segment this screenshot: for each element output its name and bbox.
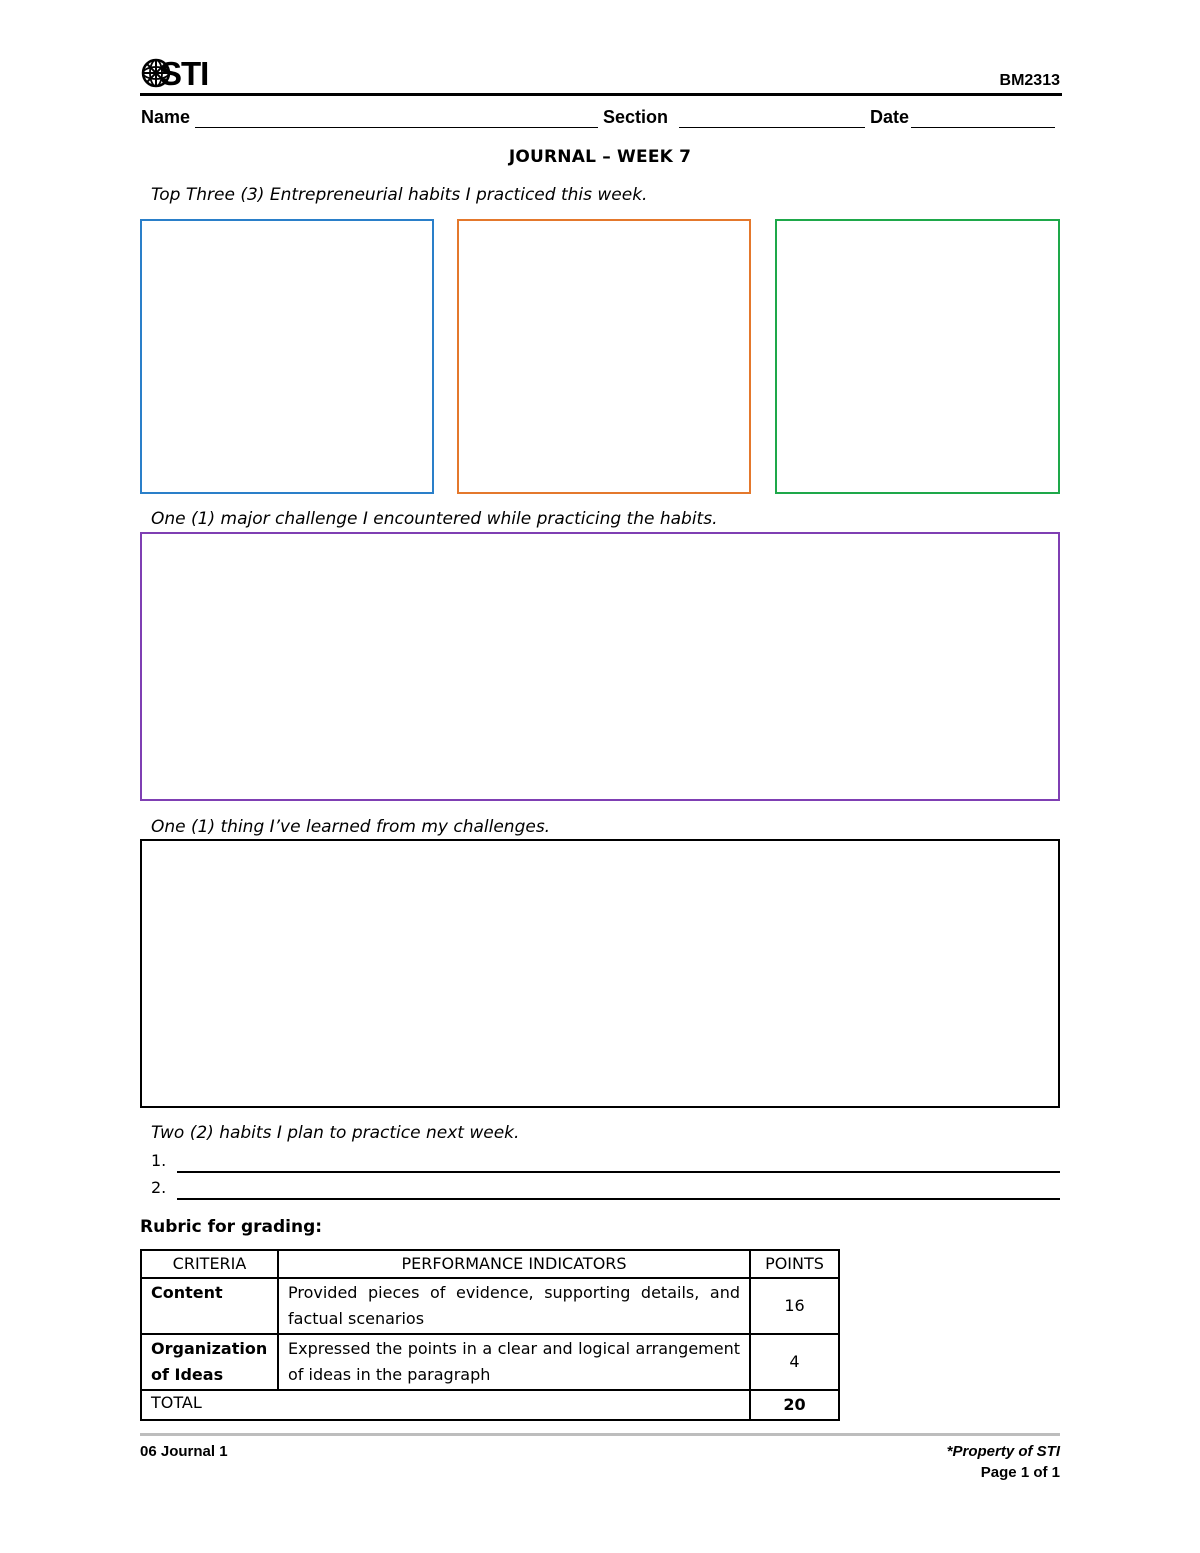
section-label: Section	[603, 107, 669, 127]
rubric-header-row	[141, 1250, 839, 1278]
learned-prompt: One (1) thing I’ve learned from my challenges.	[151, 817, 551, 837]
habit-1-box[interactable]	[140, 219, 434, 494]
points-cell: 4	[750, 1334, 839, 1390]
plan-prompt: Two (2) habits I plan to practice next week.	[151, 1123, 520, 1143]
sti-logo	[140, 56, 218, 92]
criteria-header: CRITERIA	[141, 1250, 278, 1278]
date-label: Date	[870, 107, 910, 127]
top-three-prompt: Top Three (3) Entrepreneurial habits I practiced this week.	[151, 185, 648, 205]
rubric-table	[140, 1249, 840, 1421]
learned-box[interactable]	[140, 839, 1060, 1108]
page-title: JOURNAL – WEEK 7	[508, 147, 692, 167]
logo-text: STI	[160, 55, 209, 92]
points-cell: 16	[750, 1278, 839, 1334]
property-notice: *Property of STI	[946, 1443, 1060, 1460]
plan-item-2-line[interactable]	[177, 1198, 1060, 1200]
challenge-prompt: One (1) major challenge I encountered while practicing the habits.	[151, 509, 718, 529]
rubric-total-row	[141, 1390, 839, 1420]
name-label: Name	[141, 107, 191, 127]
section-field[interactable]	[679, 127, 865, 128]
indicators-header: PERFORMANCE INDICATORS	[278, 1250, 750, 1278]
habit-3-box[interactable]	[775, 219, 1060, 494]
plan-item-number-2: 2.	[151, 1178, 167, 1197]
name-field[interactable]	[195, 127, 598, 128]
document-name: 06 Journal 1	[140, 1443, 228, 1460]
points-header: POINTS	[750, 1250, 839, 1278]
rubric-row-content	[141, 1278, 839, 1334]
criteria-cell: Content	[141, 1278, 278, 1334]
indicator-cell: Provided pieces of evidence, supporting details, and factual scenarios	[278, 1278, 750, 1334]
rubric-title: Rubric for grading:	[140, 1217, 323, 1237]
plan-item-number-1: 1.	[151, 1151, 167, 1170]
habit-2-box[interactable]	[457, 219, 751, 494]
criteria-cell: Organization of Ideas	[141, 1334, 278, 1390]
footer-divider	[140, 1433, 1060, 1436]
header-divider	[140, 93, 1062, 96]
total-label: TOTAL	[141, 1390, 750, 1420]
total-points: 20	[750, 1390, 839, 1420]
course-code: BM2313	[999, 72, 1060, 89]
date-field[interactable]	[911, 127, 1055, 128]
rubric-row-organization	[141, 1334, 839, 1390]
indicator-cell: Expressed the points in a clear and logical arrangement of ideas in the paragraph	[278, 1334, 750, 1390]
page-number: Page 1 of 1	[980, 1464, 1060, 1481]
challenge-box[interactable]	[140, 532, 1060, 801]
plan-item-1-line[interactable]	[177, 1171, 1060, 1173]
